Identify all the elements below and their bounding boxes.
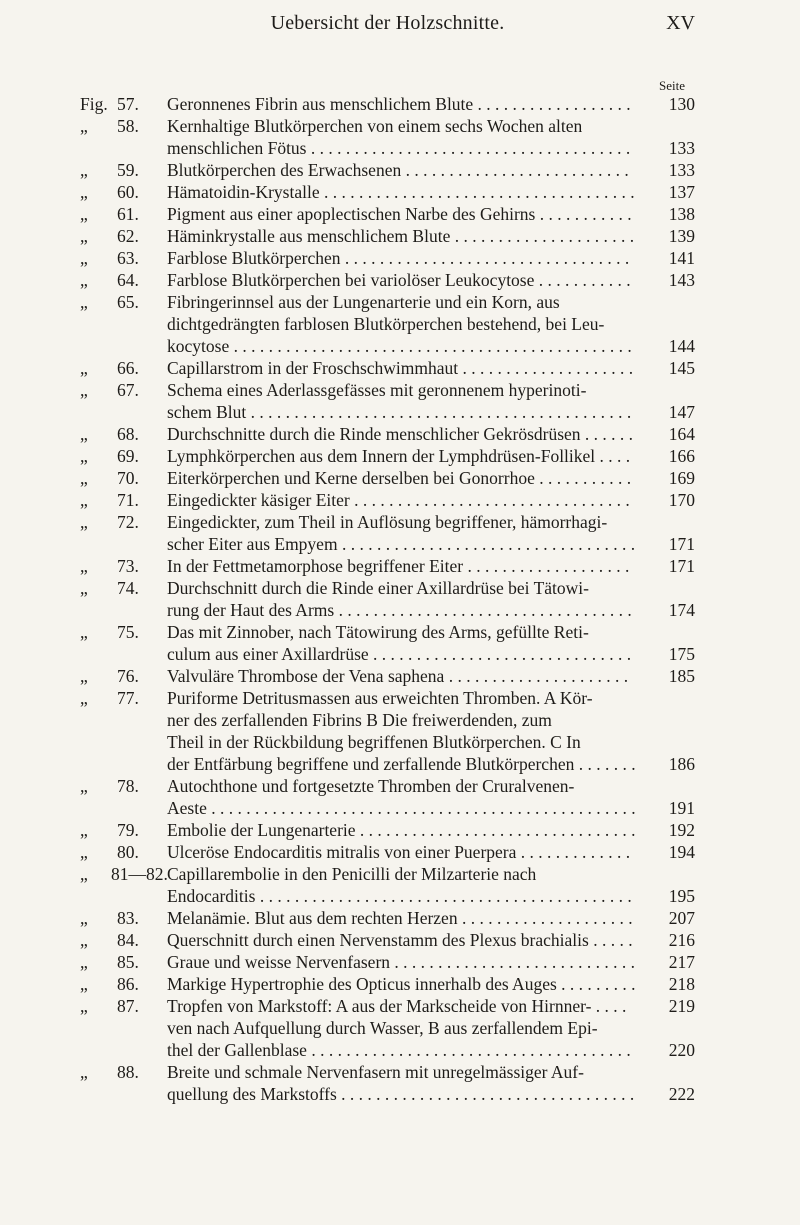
page-title: Uebersicht der Holzschnitte.	[270, 12, 505, 34]
figure-page-number: 185	[668, 666, 695, 686]
figure-entry-line	[80, 1061, 695, 1083]
figure-caption-text: Farblose Blutkörperchen . . . . . . . . . . . . . . . . . . . . . . . . . . . . . . . . .	[167, 248, 630, 268]
figure-page-number: 174	[668, 600, 695, 620]
figure-entry-line	[80, 687, 695, 709]
figure-entry-line	[80, 335, 695, 357]
figure-caption-text: Valvuläre Thrombose der Vena saphena . . . . . . . . . . . . . . . . . . . . .	[167, 666, 629, 686]
figure-caption-text: Das mit Zinnober, nach Tätowirung des Arms, gefüllte Reti-	[167, 622, 589, 642]
figure-prefix: „	[80, 556, 88, 576]
figure-caption-text: Puriforme Detritusmassen aus erweichten Thromben. A Kör-	[167, 688, 593, 708]
figure-caption-text: ven nach Aufquellung durch Wasser, B aus zerfallendem Epi-	[167, 1018, 598, 1038]
figure-page-number: 137	[668, 182, 695, 202]
figure-entry	[80, 973, 695, 995]
figure-number: 77.	[117, 688, 139, 708]
figure-number: 83.	[117, 908, 139, 928]
figure-entry-line	[80, 401, 695, 423]
figure-number: 72.	[117, 512, 139, 532]
figure-caption-text: Tropfen von Markstoff: A aus der Markscheide von Hirnner- . . . .	[167, 996, 627, 1016]
figure-entry	[80, 863, 695, 907]
figure-entry-line	[80, 181, 695, 203]
figure-caption-text: Eingedickter käsiger Eiter . . . . . . . . . . . . . . . . . . . . . . . . . . . . . . . .	[167, 490, 630, 510]
figure-entry	[80, 379, 695, 423]
figure-entry	[80, 511, 695, 555]
figure-page-number: 164	[668, 424, 695, 444]
figure-caption-text: schem Blut . . . . . . . . . . . . . . . . . . . . . . . . . . . . . . . . . . . . . . . . . . . .	[167, 402, 632, 422]
figure-prefix: „	[80, 864, 88, 884]
figure-entry-line	[80, 1039, 695, 1061]
figure-page-number: 141	[668, 248, 695, 268]
figure-page-number: 207	[668, 908, 695, 928]
figure-entry	[80, 159, 695, 181]
figure-entry	[80, 841, 695, 863]
figure-prefix: „	[80, 270, 88, 290]
figure-prefix: „	[80, 424, 88, 444]
figure-caption-text: rung der Haut des Arms . . . . . . . . . . . . . . . . . . . . . . . . . . . . . . . . . .	[167, 600, 632, 620]
figure-number: 79.	[117, 820, 139, 840]
figure-caption-text: Querschnitt durch einen Nervenstamm des Plexus brachialis . . . . .	[167, 930, 633, 950]
figure-caption-text: Capillarembolie in den Penicilli der Milzarterie nach	[167, 864, 537, 884]
figure-number: 66.	[117, 358, 139, 378]
figure-entry-line	[80, 1017, 695, 1039]
figure-entry	[80, 181, 695, 203]
figure-number: 84.	[117, 930, 139, 950]
figure-entry	[80, 93, 695, 115]
figure-entry-line	[80, 753, 695, 775]
figure-caption-text: Theil in der Rückbildung begriffenen Blutkörperchen. C In	[167, 732, 581, 752]
figure-entry	[80, 951, 695, 973]
figure-caption-text: Autochthone und fortgesetzte Thromben der Cruralvenen-	[167, 776, 575, 796]
figure-number: 76.	[117, 666, 139, 686]
figure-entry-line	[80, 93, 695, 115]
figure-caption-text: Durchschnitt durch die Rinde einer Axillardrüse bei Tätowi-	[167, 578, 589, 598]
figure-caption-text: kocytose . . . . . . . . . . . . . . . . . . . . . . . . . . . . . . . . . . . . . . . . . . . . . .	[167, 336, 632, 356]
figure-caption-text: Markige Hypertrophie des Opticus innerhalb des Auges . . . . . . . . .	[167, 974, 636, 994]
figure-entry	[80, 995, 695, 1061]
figure-page-number: 138	[668, 204, 695, 224]
figure-number: 68.	[117, 424, 139, 444]
figure-number: 65.	[117, 292, 139, 312]
figure-page-number: 186	[668, 754, 695, 774]
figure-page-number: 222	[668, 1084, 695, 1104]
figure-entry-line	[80, 841, 695, 863]
figure-entry	[80, 445, 695, 467]
figure-page-number: 145	[668, 358, 695, 378]
figure-entry-line	[80, 709, 695, 731]
figure-caption-text: Lymphkörperchen aus dem Innern der Lymphdrüsen-Follikel . . . .	[167, 446, 631, 466]
figure-entry-line	[80, 643, 695, 665]
page-number: XV	[666, 12, 695, 34]
figure-caption-text: ner des zerfallenden Fibrins B Die freiwerdenden, zum	[167, 710, 552, 730]
figure-caption-text: Blutkörperchen des Erwachsenen . . . . . . . . . . . . . . . . . . . . . . . . . .	[167, 160, 629, 180]
figure-number: 64.	[117, 270, 139, 290]
figure-caption-text: der Entfärbung begriffene und zerfallende Blutkörperchen . . . . . . .	[167, 754, 636, 774]
figure-caption-text: Häminkrystalle aus menschlichem Blute . . . . . . . . . . . . . . . . . . . . .	[167, 226, 635, 246]
figure-prefix: „	[80, 688, 88, 708]
figure-entry-line	[80, 357, 695, 379]
figure-entry-line	[80, 797, 695, 819]
figure-entry	[80, 775, 695, 819]
figure-page-number: 133	[668, 160, 695, 180]
figure-entry	[80, 203, 695, 225]
figure-entry-line	[80, 269, 695, 291]
figure-prefix: „	[80, 490, 88, 510]
figure-page-number: 171	[668, 534, 695, 554]
figure-prefix: „	[80, 974, 88, 994]
figure-entry	[80, 247, 695, 269]
figure-page-number: 147	[668, 402, 695, 422]
figure-prefix: „	[80, 952, 88, 972]
page-header	[80, 12, 695, 46]
figure-page-number: 166	[668, 446, 695, 466]
figure-caption-text: Hämatoidin-Krystalle . . . . . . . . . . . . . . . . . . . . . . . . . . . . . . . . . . . .	[167, 182, 635, 202]
figure-entry-line	[80, 555, 695, 577]
figure-entry	[80, 357, 695, 379]
figure-entry	[80, 269, 695, 291]
figure-caption-text: Farblose Blutkörperchen bei variolöser Leukocytose . . . . . . . . . . .	[167, 270, 631, 290]
figure-page-number: 218	[668, 974, 695, 994]
figure-entry	[80, 577, 695, 621]
figure-prefix: „	[80, 776, 88, 796]
figure-number: 69.	[117, 446, 139, 466]
figure-page-number: 175	[668, 644, 695, 664]
figure-prefix: „	[80, 248, 88, 268]
figure-number: 85.	[117, 952, 139, 972]
figure-entry	[80, 423, 695, 445]
figure-caption-text: Endocarditis . . . . . . . . . . . . . . . . . . . . . . . . . . . . . . . . . . . . . . . . . . .	[167, 886, 632, 906]
figure-caption-text: thel der Gallenblase . . . . . . . . . . . . . . . . . . . . . . . . . . . . . . . . . . . . .	[167, 1040, 631, 1060]
figure-number: 88.	[117, 1062, 139, 1082]
figure-caption-text: scher Eiter aus Empyem . . . . . . . . . . . . . . . . . . . . . . . . . . . . . . . . . .	[167, 534, 636, 554]
figure-entry-line	[80, 819, 695, 841]
figure-number: 71.	[117, 490, 139, 510]
figure-page-number: 191	[668, 798, 695, 818]
figure-entry	[80, 115, 695, 159]
figure-page-number: 169	[668, 468, 695, 488]
figure-caption-text: menschlichen Fötus . . . . . . . . . . . . . . . . . . . . . . . . . . . . . . . . . . . . .	[167, 138, 631, 158]
figure-prefix: „	[80, 160, 88, 180]
figure-entry	[80, 1061, 695, 1105]
figure-prefix: Fig.	[80, 94, 108, 114]
figure-prefix: „	[80, 358, 88, 378]
figure-prefix: „	[80, 116, 88, 136]
figure-entry	[80, 291, 695, 357]
figure-entry-line	[80, 973, 695, 995]
figure-caption-text: Embolie der Lungenarterie . . . . . . . . . . . . . . . . . . . . . . . . . . . . . . . .	[167, 820, 636, 840]
figure-number: 60.	[117, 182, 139, 202]
figure-entry-line	[80, 511, 695, 533]
figure-caption-text: Capillarstrom in der Froschschwimmhaut . . . . . . . . . . . . . . . . . . . .	[167, 358, 634, 378]
figure-caption-text: Fibringerinnsel aus der Lungenarterie und ein Korn, aus	[167, 292, 560, 312]
figure-prefix: „	[80, 930, 88, 950]
figure-page-number: 192	[668, 820, 695, 840]
figure-entry	[80, 665, 695, 687]
figure-entry-line	[80, 863, 695, 885]
figure-caption-text: In der Fettmetamorphose begriffener Eiter . . . . . . . . . . . . . . . . . . .	[167, 556, 630, 576]
figure-entry-line	[80, 907, 695, 929]
figure-entry-line	[80, 731, 695, 753]
figure-entry	[80, 819, 695, 841]
figure-entry-line	[80, 665, 695, 687]
figure-number: 74.	[117, 578, 139, 598]
figure-page-number: 216	[668, 930, 695, 950]
figure-entry-line	[80, 951, 695, 973]
figure-entry-line	[80, 995, 695, 1017]
figure-entry-line	[80, 599, 695, 621]
figure-caption-text: Geronnenes Fibrin aus menschlichem Blute . . . . . . . . . . . . . . . . . .	[167, 94, 631, 114]
figure-entry	[80, 489, 695, 511]
figure-page-number: 220	[668, 1040, 695, 1060]
figure-prefix: „	[80, 622, 88, 642]
figure-number: 73.	[117, 556, 139, 576]
figure-caption-text: Ulceröse Endocarditis mitralis von einer Puerpera . . . . . . . . . . . . .	[167, 842, 631, 862]
figure-entry	[80, 687, 695, 775]
figure-caption-text: Schema eines Aderlassgefässes mit geronnenem hyperinoti-	[167, 380, 587, 400]
figure-prefix: „	[80, 820, 88, 840]
figure-entry-line	[80, 203, 695, 225]
figure-list	[80, 93, 695, 1105]
figure-number: 81—82.	[111, 864, 168, 884]
figure-prefix: „	[80, 380, 88, 400]
figure-page-number: 133	[668, 138, 695, 158]
figure-prefix: „	[80, 842, 88, 862]
page-column-label: Seite	[659, 78, 685, 93]
figure-caption-text: culum aus einer Axillardrüse . . . . . . . . . . . . . . . . . . . . . . . . . . . . . .	[167, 644, 632, 664]
figure-prefix: „	[80, 292, 88, 312]
figure-prefix: „	[80, 468, 88, 488]
figure-entry-line	[80, 621, 695, 643]
figure-entry-line	[80, 577, 695, 599]
figure-caption-text: Eiterkörperchen und Kerne derselben bei Gonorrhoe . . . . . . . . . . .	[167, 468, 632, 488]
figure-number: 67.	[117, 380, 139, 400]
figure-number: 63.	[117, 248, 139, 268]
figure-page-number: 195	[668, 886, 695, 906]
figure-page-number: 219	[668, 996, 695, 1016]
figure-number: 70.	[117, 468, 139, 488]
figure-entry-line	[80, 533, 695, 555]
figure-caption-text: Eingedickter, zum Theil in Auflösung begriffener, hämorrhagi-	[167, 512, 608, 532]
figure-entry-line	[80, 225, 695, 247]
figure-caption-text: dichtgedrängten farblosen Blutkörperchen bestehend, bei Leu-	[167, 314, 605, 334]
figure-number: 62.	[117, 226, 139, 246]
figure-entry	[80, 555, 695, 577]
figure-number: 75.	[117, 622, 139, 642]
figure-page-number: 139	[668, 226, 695, 246]
figure-caption-text: Graue und weisse Nervenfasern . . . . . . . . . . . . . . . . . . . . . . . . . . . .	[167, 952, 636, 972]
figure-entry-line	[80, 885, 695, 907]
figure-number: 80.	[117, 842, 139, 862]
figure-page-number: 144	[668, 336, 695, 356]
figure-entry-line	[80, 489, 695, 511]
figure-entry	[80, 621, 695, 665]
figure-page-number: 194	[668, 842, 695, 862]
figure-number: 61.	[117, 204, 139, 224]
figure-entry-line	[80, 115, 695, 137]
figure-entry	[80, 929, 695, 951]
figure-number: 87.	[117, 996, 139, 1016]
figure-entry-line	[80, 775, 695, 797]
figure-caption-text: Breite und schmale Nervenfasern mit unregelmässiger Auf-	[167, 1062, 584, 1082]
figure-entry	[80, 907, 695, 929]
figure-entry-line	[80, 291, 695, 313]
figure-page-number: 143	[668, 270, 695, 290]
figure-entry-line	[80, 467, 695, 489]
figure-prefix: „	[80, 182, 88, 202]
figure-page-number: 170	[668, 490, 695, 510]
figure-entry	[80, 225, 695, 247]
figure-entry-line	[80, 1083, 695, 1105]
figure-caption-text: Melanämie. Blut aus dem rechten Herzen . . . . . . . . . . . . . . . . . . . .	[167, 908, 633, 928]
figure-entry-line	[80, 423, 695, 445]
figure-number: 86.	[117, 974, 139, 994]
figure-prefix: „	[80, 996, 88, 1016]
figure-entry-line	[80, 929, 695, 951]
figure-entry	[80, 467, 695, 489]
figure-entry-line	[80, 137, 695, 159]
figure-caption-text: quellung des Markstoffs . . . . . . . . . . . . . . . . . . . . . . . . . . . . . . . . . .	[167, 1084, 635, 1104]
figure-prefix: „	[80, 446, 88, 466]
figure-caption-text: Kernhaltige Blutkörperchen von einem sechs Wochen alten	[167, 116, 583, 136]
figure-caption-text: Durchschnitte durch die Rinde menschlicher Gekrösdrüsen . . . . . .	[167, 424, 634, 444]
figure-caption-text: Pigment aus einer apoplectischen Narbe des Gehirns . . . . . . . . . . .	[167, 204, 632, 224]
figure-number: 58.	[117, 116, 139, 136]
figure-prefix: „	[80, 908, 88, 928]
figure-prefix: „	[80, 512, 88, 532]
figure-page-number: 217	[668, 952, 695, 972]
figure-page-number: 130	[668, 94, 695, 114]
figure-prefix: „	[80, 204, 88, 224]
figure-number: 78.	[117, 776, 139, 796]
figure-number: 57.	[117, 94, 139, 114]
figure-number: 59.	[117, 160, 139, 180]
figure-entry-line	[80, 379, 695, 401]
figure-entry-line	[80, 445, 695, 467]
figure-entry-line	[80, 313, 695, 335]
figure-entry-line	[80, 159, 695, 181]
figure-prefix: „	[80, 226, 88, 246]
figure-prefix: „	[80, 578, 88, 598]
figure-prefix: „	[80, 666, 88, 686]
figure-prefix: „	[80, 1062, 88, 1082]
figure-entry-line	[80, 247, 695, 269]
figure-page-number: 171	[668, 556, 695, 576]
figure-caption-text: Aeste . . . . . . . . . . . . . . . . . . . . . . . . . . . . . . . . . . . . . . . . . . . . . . . . .	[167, 798, 636, 818]
